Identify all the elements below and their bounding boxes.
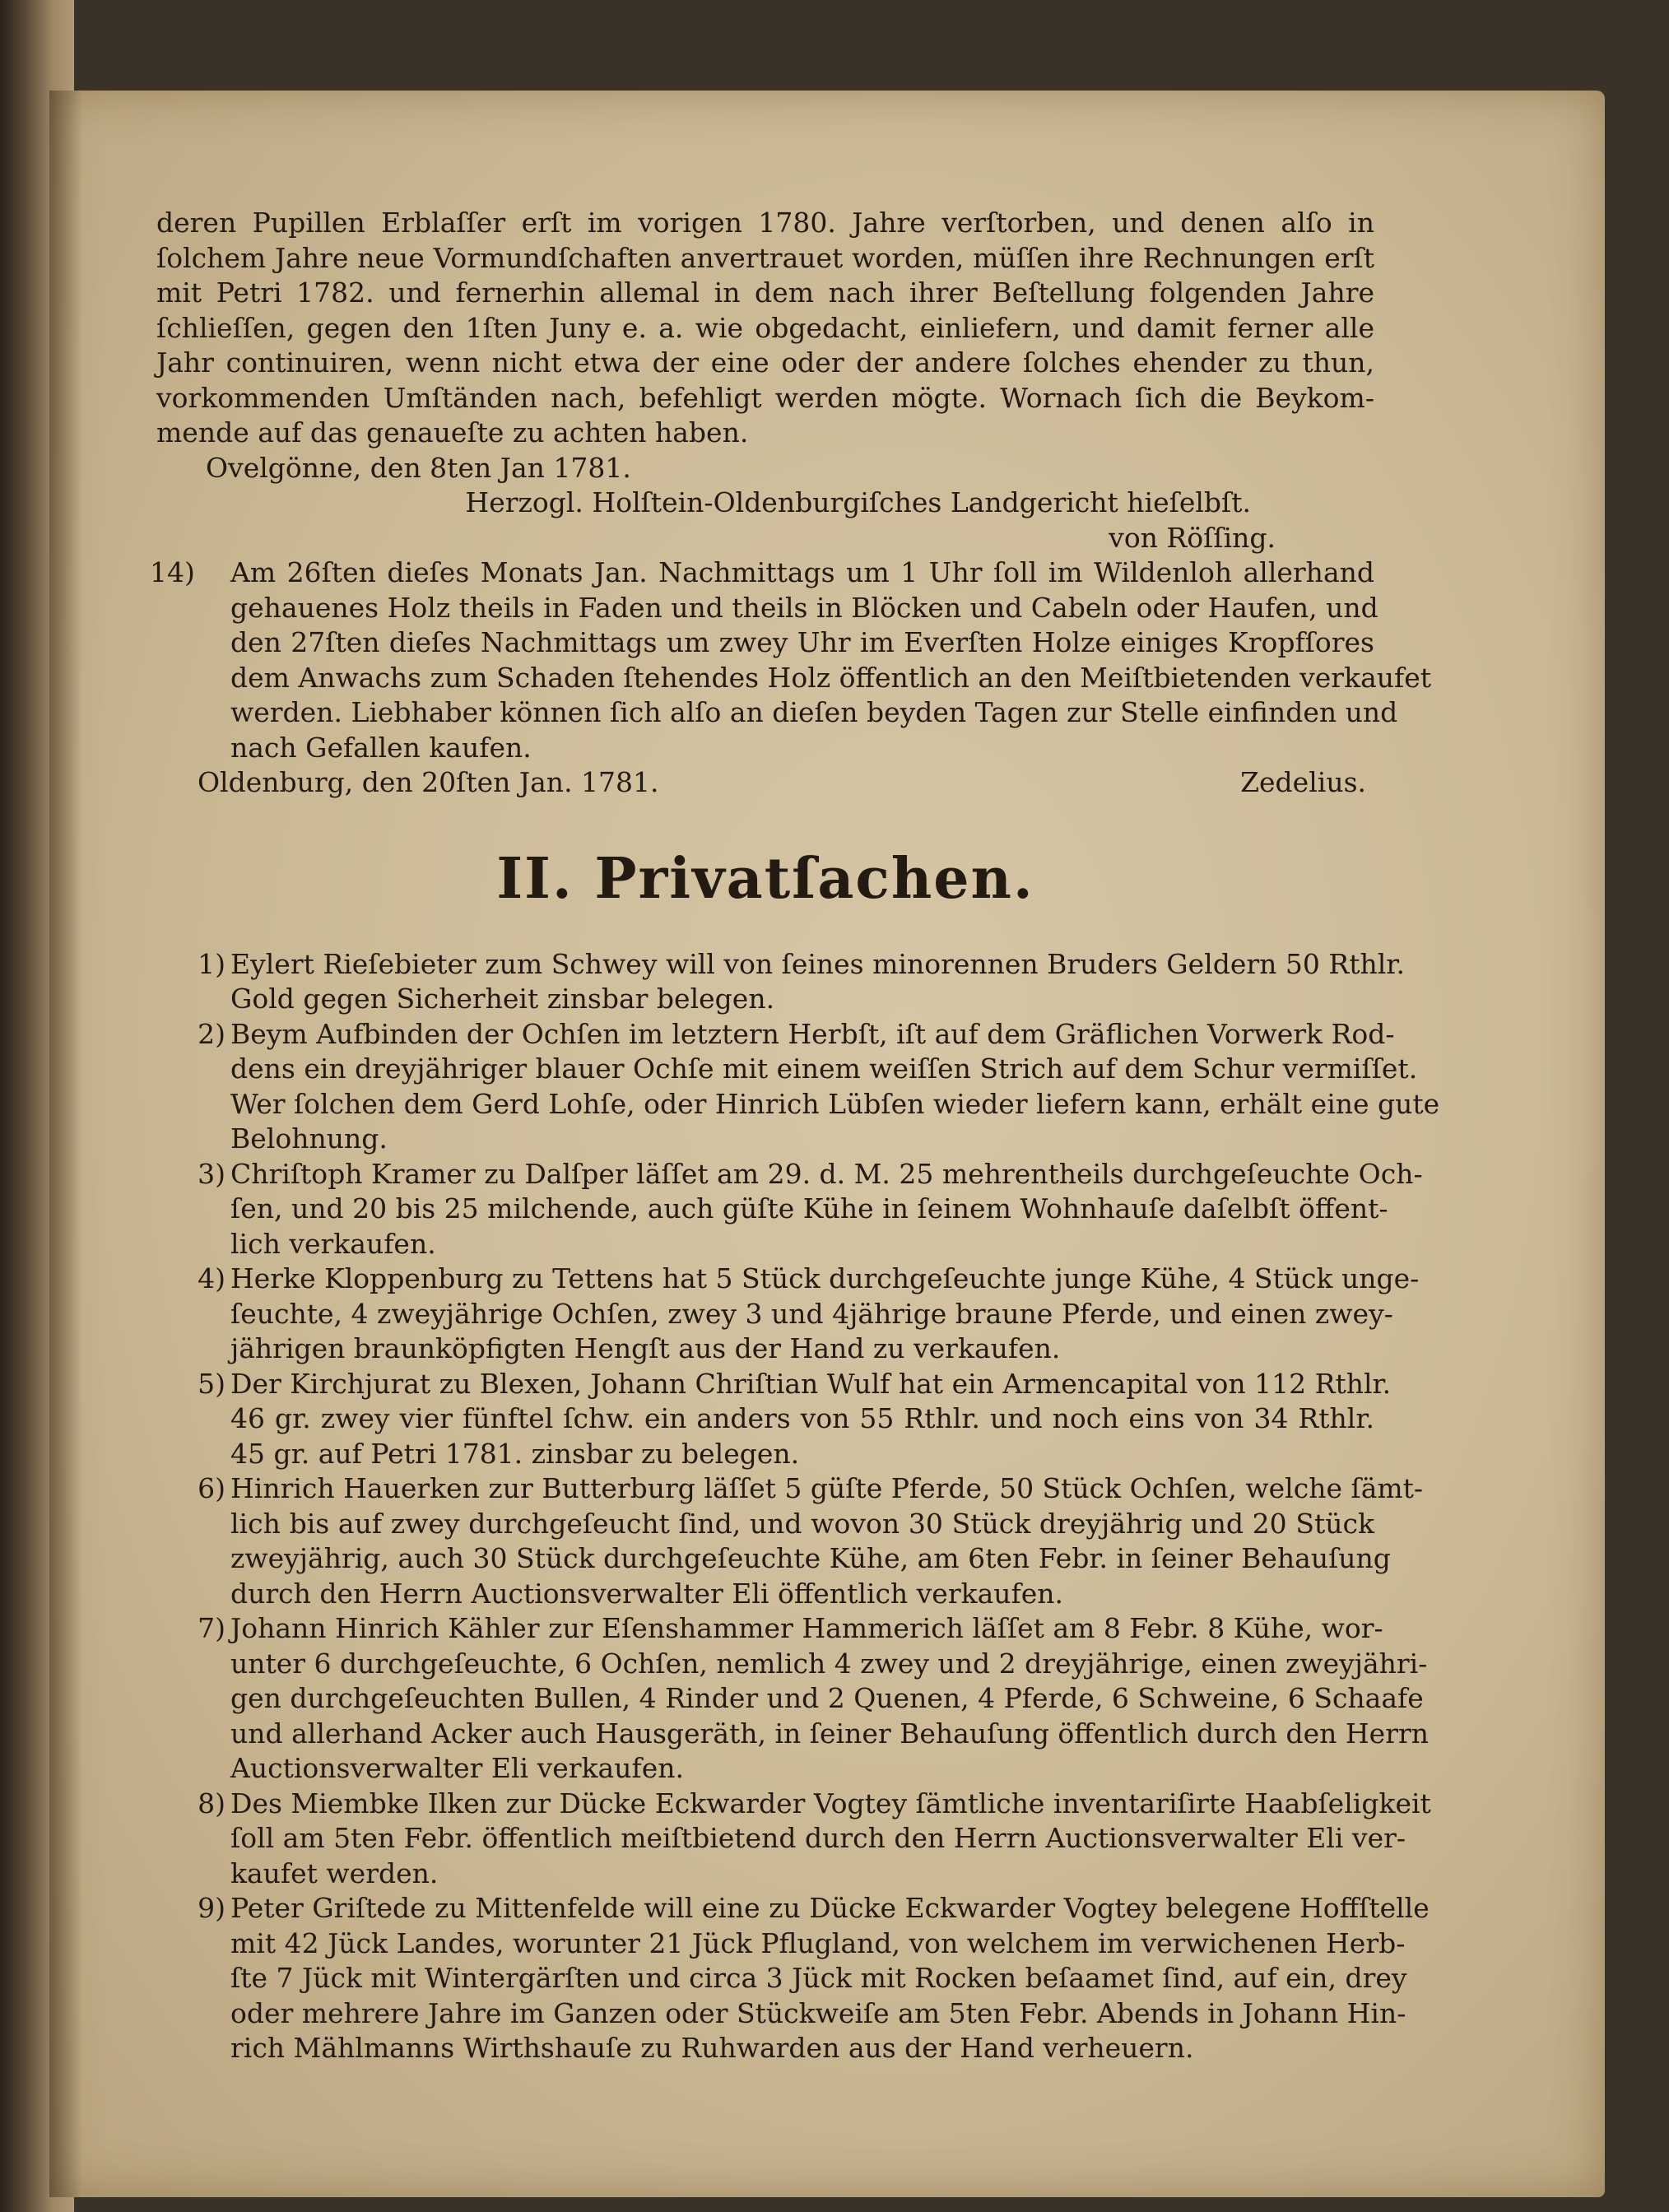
- text-line: Chriſtoph Kramer zu Dalſper läſſet am 29. d. M. 25 mehrentheils durchgeſeuchte Och-: [230, 1157, 1423, 1190]
- private-item-2: [156, 1017, 1440, 1157]
- text-line: mit Petri 1782. und fernerhin allemal in dem nach ihrer Beſtellung folgenden Jahre: [156, 276, 1374, 309]
- text-line: kaufet werden.: [230, 1856, 439, 1889]
- text-line: Peter Griſtede zu Mittenfelde will eine zu Dücke Eckwarder Vogtey belegene Hoffſtelle: [230, 1892, 1430, 1924]
- text-line: Am 26ſten dieſes Monats Jan. Nachmittags um 1 Uhr ſoll im Wildenloh allerhand: [230, 556, 1374, 588]
- text-line: Der Kirchjurat zu Blexen, Johann Chriſtian Wulf hat ein Armencapital von 112 Rthlr.: [230, 1367, 1392, 1400]
- text-line: gen durchgeſeuchten Bullen, 4 Rinder und 2 Quenen, 4 Pferde, 6 Schweine, 6 Schaafe: [230, 1682, 1424, 1714]
- signer-name: Zedelius.: [1240, 766, 1366, 798]
- text-line: unter 6 durchgeſeuchte, 6 Ochſen, nemlich 4 zwey und 2 dreyjährige, einen zweyjähri-: [230, 1647, 1428, 1680]
- text-line: Eylert Rieſebieter zum Schwey will von ſeines minorennen Bruders Geldern 50 Rthlr.: [230, 947, 1405, 980]
- text-line: Johann Hinrich Kähler zur Eſenshammer Hammerich läſſet am 8 Febr. 8 Kühe, wor-: [230, 1612, 1383, 1644]
- text-line: Des Miembke Ilken zur Dücke Eckwarder Vogtey ſämtliche inventariſirte Haabſeligkeit: [230, 1787, 1431, 1819]
- item-number: 8): [198, 1787, 225, 1819]
- item-number: 2): [198, 1017, 225, 1050]
- dateline: Oldenburg, den 20ſten Jan. 1781.: [198, 766, 659, 798]
- text-line: dem Anwachs zum Schaden ſtehendes Holz öffentlich an den Meiſtbietenden verkaufet: [230, 661, 1432, 694]
- signer-name: von Röſſing.: [1109, 521, 1276, 554]
- text-line: mende auf das genaueſte zu achten haben.: [156, 416, 749, 448]
- private-item-5: [156, 1367, 1392, 1472]
- text-line: Herke Kloppenburg zu Tettens hat 5 Stück durchgeſeuchte junge Kühe, 4 Stück unge-: [230, 1262, 1420, 1294]
- text-line: gehauenes Holz theils in Faden und theils in Blöcken und Cabeln oder Haufen, und: [230, 591, 1378, 624]
- signature: Herzogl. Holſtein-Oldenburgiſches Landgericht hieſelbſt.: [465, 486, 1251, 518]
- text-line: Hinrich Hauerken zur Butterburg läſſet 5 güſte Pferde, 50 Stück Ochſen, welche ſämt-: [230, 1472, 1424, 1504]
- item-number: 1): [198, 947, 225, 980]
- text-line: lich verkaufen.: [230, 1227, 436, 1260]
- text-line: lich bis auf zwey durchgeſeucht ſind, und wovon 30 Stück dreyjährig und 20 Stück: [230, 1507, 1374, 1540]
- item-number: 14): [150, 556, 195, 588]
- text-line: ſchlieſſen, gegen den 1ſten Juny e. a. wie obgedacht, einliefern, und damit ferner alle: [156, 311, 1374, 344]
- item-number: 7): [198, 1612, 225, 1644]
- notice-14: [150, 555, 1432, 765]
- item-number: 3): [198, 1157, 225, 1190]
- text-line: deren Pupillen Erblaſſer erſt im vorigen 1780. Jahre verſtorben, und denen alſo in: [156, 207, 1374, 239]
- private-item-7: [156, 1611, 1430, 1787]
- text-line: Gold gegen Sicherheit zinsbar belegen.: [230, 983, 775, 1015]
- text-line: oder mehrere Jahre im Ganzen oder Stückweiſe am 5ten Febr. Abends in Johann Hin-: [230, 1996, 1406, 2029]
- private-item-3: [156, 1157, 1423, 1262]
- text-line: 45 gr. auf Petri 1781. zinsbar zu belegen.: [230, 1437, 800, 1470]
- text-line: werden. Liebhaber können ſich alſo an dieſen beyden Tagen zur Stelle einfinden und: [230, 696, 1398, 728]
- private-item-1: [156, 947, 1405, 1017]
- item-number: 6): [198, 1472, 225, 1504]
- section-heading: II. Privatſachen.: [496, 845, 1034, 912]
- text-line: ſen, und 20 bis 25 milchende, auch güſte Kühe in ſeinem Wohnhauſe daſelbſt öffent-: [230, 1192, 1388, 1224]
- text-line: 46 gr. zwey vier fünftel ſchw. ein anders von 55 Rthlr. und noch eins von 34 Rthlr.: [230, 1402, 1374, 1434]
- item-number: 9): [198, 1892, 225, 1924]
- text-line: ſoll am 5ten Febr. öffentlich meiſtbietend durch den Herrn Auctionsverwalter Eli ver-: [230, 1822, 1406, 1854]
- text-line: rich Mählmanns Wirthshauſe zu Ruhwarden aus der Hand verheuern.: [230, 2032, 1194, 2064]
- text-line: ſeuchte, 4 zweyjährige Ochſen, zwey 3 und 4jährige braune Pferde, und einen zwey-: [230, 1297, 1393, 1330]
- text-line: ſte 7 Jück mit Wintergärſten und circa 3 Jück mit Rocken beſaamet ſind, auf ein, drey: [230, 1962, 1407, 1994]
- text-line: mit 42 Jück Landes, worunter 21 Jück Pflugland, von welchem im verwichenen Herb-: [230, 1926, 1406, 1959]
- item-number: 4): [198, 1262, 225, 1294]
- text-line: Auctionsverwalter Eli verkaufen.: [230, 1752, 684, 1784]
- text-line: durch den Herrn Auctionsverwalter Eli öffentlich verkaufen.: [230, 1577, 1064, 1610]
- private-item-9: [156, 1891, 1430, 2066]
- text-line: Jahr continuiren, wenn nicht etwa der eine oder der andere ſolches ehender zu thun,: [156, 346, 1374, 379]
- text-line: jährigen braunköpfigten Hengſt aus der Hand zu verkaufen.: [230, 1332, 1061, 1364]
- page-text: [150, 206, 1440, 2066]
- private-item-4: [156, 1262, 1420, 1367]
- text-line: und allerhand Acker auch Hausgeräth, in ſeiner Behauſung öffentlich durch den Herrn: [230, 1717, 1430, 1750]
- text-line: nach Gefallen kaufen.: [230, 731, 532, 764]
- item-number: 5): [198, 1367, 225, 1400]
- text-line: Beym Aufbinden der Ochſen im letztern Herbſt, iſt auf dem Gräflichen Vorwerk Rod-: [230, 1017, 1395, 1050]
- text-line: vorkommenden Umſtänden nach, befehligt werden mögte. Wornach ſich die Beykom-: [156, 381, 1374, 414]
- private-item-6: [156, 1471, 1424, 1611]
- private-item-8: [156, 1787, 1431, 1892]
- decree-continuation: [156, 206, 1374, 555]
- text-line: Belohnung.: [230, 1122, 388, 1155]
- text-line: ſolchem Jahre neue Vormundſchaften anvertrauet worden, müſſen ihre Rechnungen erſt: [156, 241, 1374, 274]
- text-line: dens ein dreyjähriger blauer Ochſe mit einem weiſſen Strich auf dem Schur vermiſſet.: [230, 1053, 1418, 1085]
- text-line: Wer ſolchen dem Gerd Lohſe, oder Hinrich Lübſen wieder liefern kann, erhält eine gute: [230, 1087, 1440, 1120]
- dateline-row: [156, 765, 1374, 801]
- text-line: zweyjährig, auch 30 Stück durchgeſeuchte Kühe, am 6ten Febr. in ſeiner Behauſung: [230, 1542, 1391, 1574]
- text-line: den 27ſten dieſes Nachmittags um zwey Uhr im Everſten Holze einiges Kropfſores: [230, 626, 1374, 658]
- page-gutter-shadow: [49, 91, 82, 2197]
- dateline: Ovelgönne, den 8ten Jan 1781.: [206, 451, 631, 484]
